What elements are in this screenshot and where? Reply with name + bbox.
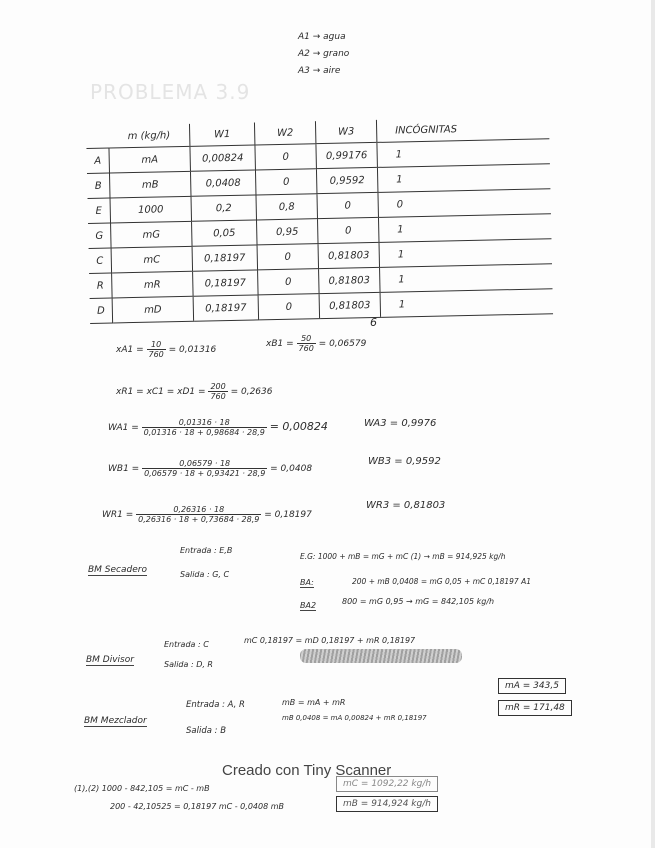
stream-id: G bbox=[88, 223, 111, 248]
faded-heading: PROBLEMA 3.9 bbox=[90, 80, 251, 104]
bm-secadero-label: BM Secadero bbox=[88, 565, 147, 575]
stream-id: B bbox=[87, 173, 110, 198]
xb1-lhs: xB1 = bbox=[266, 339, 294, 349]
stream-unknowns: 1 bbox=[380, 264, 553, 293]
stream-id: E bbox=[88, 198, 111, 223]
xb1-equation bbox=[266, 334, 366, 353]
stream-w3: 0,81803 bbox=[318, 242, 380, 268]
stream-w1: 0,18197 bbox=[193, 295, 259, 321]
wb1-num: 0,06579 · 18 bbox=[142, 459, 267, 469]
wa1-result: = 0,00824 bbox=[269, 420, 328, 433]
header-cell bbox=[86, 126, 109, 149]
bm-secadero-ba-label: BA: bbox=[300, 578, 314, 587]
stream-unknowns: 1 bbox=[380, 289, 553, 318]
stream-flow: mB bbox=[109, 171, 191, 198]
bm-divisor-label: BM Divisor bbox=[86, 655, 134, 665]
xr1-equation bbox=[116, 382, 273, 401]
wr1-den: 0,26316 · 18 + 0,73684 · 28,9 bbox=[138, 515, 260, 524]
xa1-equation bbox=[116, 340, 216, 359]
result-mr-box: mR = 171,48 bbox=[498, 700, 572, 716]
stream-flow: mA bbox=[109, 146, 191, 173]
wr1-equation bbox=[102, 505, 312, 524]
bm-secadero-total-eq: E.G: 1000 + mB = mG + mC (1) → mB = 914,925 kg/h bbox=[300, 552, 506, 561]
stream-w2: 0,8 bbox=[256, 194, 318, 220]
stream-flow: mD bbox=[112, 296, 194, 323]
xb1-result: = 0,06579 bbox=[318, 339, 367, 349]
bm-mezclador-eq2: mB 0,0408 = mA 0,00824 + mR 0,18197 bbox=[282, 714, 427, 722]
stream-w3: 0,99176 bbox=[316, 142, 378, 168]
xa1-lhs: xA1 = bbox=[116, 345, 144, 355]
wa1-fraction bbox=[142, 418, 267, 437]
bm-divisor-entrada: Entrada : C bbox=[164, 640, 209, 649]
stream-unknowns: 1 bbox=[377, 164, 550, 193]
bm-secadero-salida: Salida : G, C bbox=[180, 570, 230, 579]
xr1-fraction bbox=[208, 382, 227, 401]
stream-w1: 0,18197 bbox=[192, 245, 258, 271]
bm-secadero-ba2-eq: 800 = mG 0,95 → mG = 842,105 kg/h bbox=[342, 597, 495, 606]
result-mc-box: mC = 1092,22 kg/h bbox=[336, 776, 438, 792]
stream-flow: mC bbox=[111, 246, 193, 273]
wr1-fraction bbox=[136, 505, 261, 524]
wr1-num: 0,26316 · 18 bbox=[136, 505, 261, 515]
variables-table bbox=[86, 116, 553, 324]
wa1-lhs: WA1 = bbox=[108, 423, 139, 433]
stream-w3: 0,81803 bbox=[319, 267, 381, 293]
stream-id: D bbox=[90, 298, 113, 323]
xb1-num: 50 bbox=[297, 334, 316, 344]
stream-id: C bbox=[89, 248, 112, 273]
xb1-den: 760 bbox=[298, 344, 314, 353]
wa1-den: 0,01316 · 18 + 0,98684 · 28,9 bbox=[143, 428, 265, 437]
stream-flow: 1000 bbox=[110, 196, 192, 223]
wb1-fraction bbox=[142, 459, 267, 478]
stream-w2: 0 bbox=[258, 294, 320, 320]
wa3-equation: WA3 = 0,9976 bbox=[364, 418, 437, 429]
result-ma-box: mA = 343,5 bbox=[498, 678, 566, 694]
wb1-equation bbox=[108, 459, 312, 478]
unknowns-total: 6 bbox=[370, 316, 377, 329]
final-eq1: (1),(2) 1000 - 842,105 = mC - mB bbox=[74, 784, 210, 793]
xr1-result: = 0,2636 bbox=[230, 387, 273, 397]
header-cell: W1 bbox=[189, 122, 254, 146]
result-mb-box: mB = 914,924 kg/h bbox=[336, 796, 438, 812]
xa1-fraction bbox=[147, 340, 166, 359]
bm-mezclador-label: BM Mezclador bbox=[84, 716, 147, 726]
stream-w1: 0,0408 bbox=[190, 170, 256, 196]
wa1-num: 0,01316 · 18 bbox=[142, 418, 267, 428]
xa1-num: 10 bbox=[147, 340, 166, 350]
scanner-watermark: Creado con Tiny Scanner bbox=[222, 762, 392, 779]
final-eq2: 200 - 42,10525 = 0,18197 mC - 0,0408 mB bbox=[110, 802, 284, 811]
stream-flow: mG bbox=[111, 221, 193, 248]
wb1-lhs: WB1 = bbox=[108, 464, 140, 474]
bm-mezclador-entrada: Entrada : A, R bbox=[186, 700, 245, 710]
bm-secadero-ba2-label: BA2 bbox=[300, 601, 317, 610]
stream-w1: 0,00824 bbox=[190, 145, 256, 171]
xr1-lhs: xR1 = xC1 = xD1 = bbox=[116, 387, 206, 397]
bm-divisor-salida: Salida : D, R bbox=[164, 660, 213, 669]
xa1-den: 760 bbox=[148, 350, 164, 359]
crossed-out-scribble bbox=[300, 649, 462, 663]
header-cell: INCÓGNITAS bbox=[376, 116, 549, 142]
xb1-fraction bbox=[297, 334, 316, 353]
stream-unknowns: 1 bbox=[377, 139, 550, 168]
stream-w3: 0 bbox=[317, 217, 379, 243]
wr3-equation: WR3 = 0,81803 bbox=[366, 500, 446, 511]
stream-w2: 0 bbox=[257, 244, 319, 270]
stream-w3: 0 bbox=[317, 192, 379, 218]
stream-unknowns: 1 bbox=[378, 214, 551, 243]
stream-flow: mR bbox=[112, 271, 194, 298]
stream-w1: 0,18197 bbox=[193, 270, 259, 296]
stream-id: R bbox=[89, 273, 112, 298]
wr1-lhs: WR1 = bbox=[102, 510, 134, 520]
wb1-result: = 0,0408 bbox=[270, 464, 313, 474]
stream-w1: 0,05 bbox=[192, 220, 258, 246]
header-cell: m (kg/h) bbox=[127, 129, 171, 142]
page-edge-shadow bbox=[651, 0, 655, 848]
xa1-result: = 0,01316 bbox=[168, 345, 217, 355]
stream-w2: 0 bbox=[255, 169, 317, 195]
xr1-den: 760 bbox=[210, 392, 226, 401]
bm-mezclador-salida: Salida : B bbox=[186, 726, 227, 736]
bm-secadero-ba-eq: 200 + mB 0,0408 = mG 0,05 + mC 0,18197 A1 bbox=[352, 577, 531, 586]
legend-a2: A2 → grano bbox=[298, 49, 350, 59]
stream-w1: 0,2 bbox=[191, 195, 257, 221]
stream-unknowns: 1 bbox=[379, 239, 552, 268]
wb3-equation: WB3 = 0,9592 bbox=[368, 456, 441, 467]
header-cell: W3 bbox=[315, 120, 376, 144]
bm-mezclador-eq1: mB = mA + mR bbox=[282, 698, 346, 707]
stream-id: A bbox=[86, 148, 109, 173]
stream-unknowns: 0 bbox=[378, 189, 551, 218]
xr1-num: 200 bbox=[210, 382, 226, 391]
stream-w2: 0 bbox=[255, 144, 317, 170]
wb1-den: 0,06579 · 18 + 0,93421 · 28,9 bbox=[144, 469, 266, 478]
bm-secadero-entrada: Entrada : E,B bbox=[180, 546, 233, 555]
wr1-result: = 0,18197 bbox=[264, 510, 312, 520]
stream-w3: 0,9592 bbox=[316, 167, 378, 193]
stream-w2: 0 bbox=[258, 269, 320, 295]
wa1-equation bbox=[108, 418, 328, 437]
legend-a3: A3 → aire bbox=[298, 66, 341, 76]
legend-a1: A1 → agua bbox=[298, 32, 346, 42]
header-cell: W2 bbox=[254, 121, 315, 145]
stream-w2: 0,95 bbox=[257, 219, 319, 245]
stream-w3: 0,81803 bbox=[319, 292, 381, 318]
bm-divisor-eq: mC 0,18197 = mD 0,18197 + mR 0,18197 bbox=[244, 636, 416, 645]
